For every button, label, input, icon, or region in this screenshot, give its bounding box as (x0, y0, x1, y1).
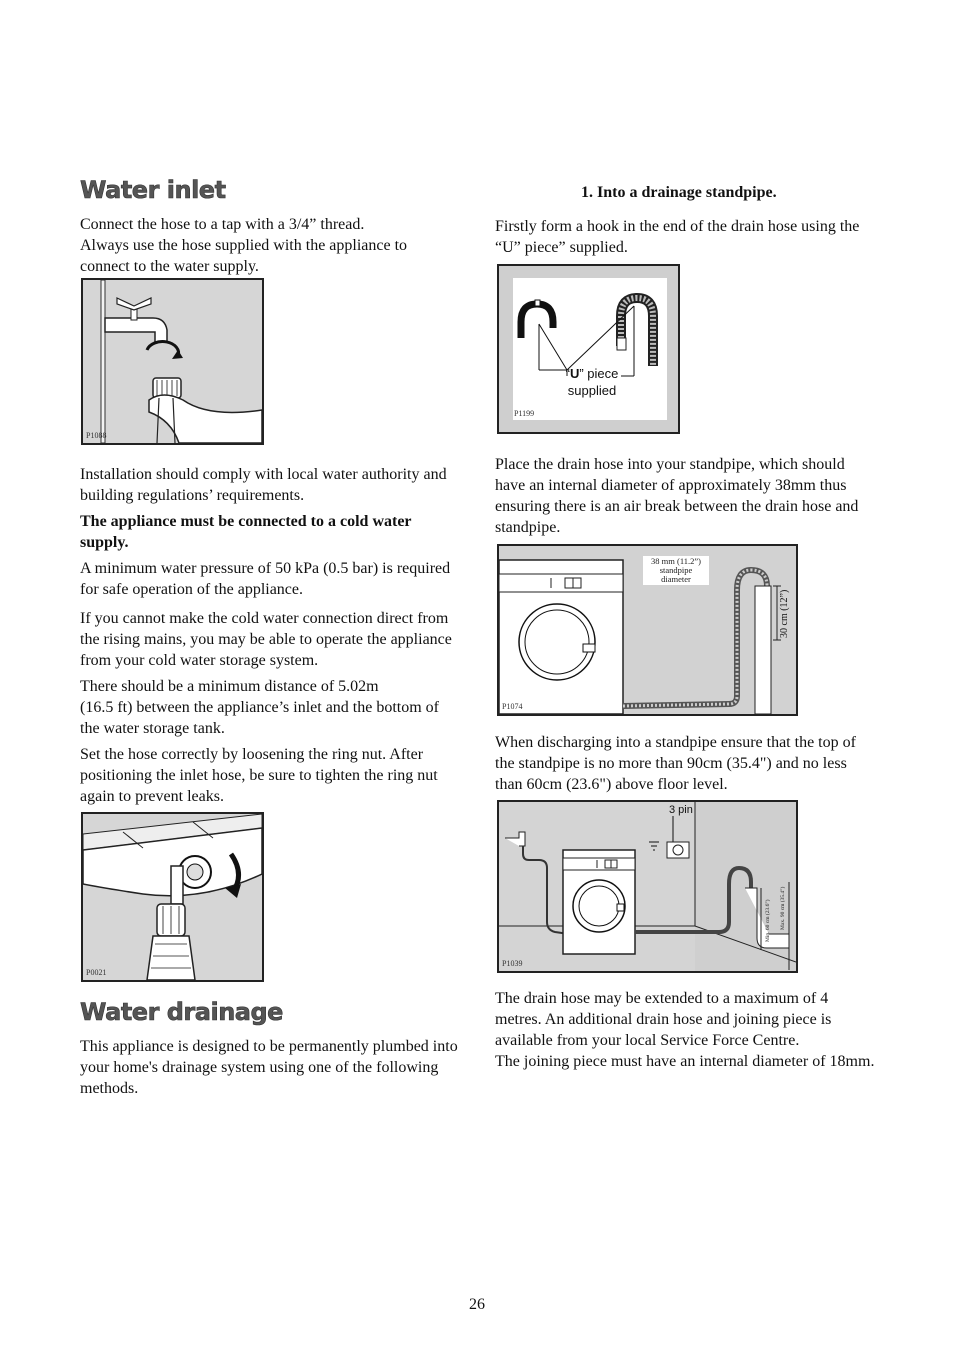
u-piece-illustration (499, 266, 678, 432)
figure-code: P1199 (514, 409, 535, 418)
diameter-line-2: standpipe (659, 565, 693, 575)
ring-nut-figure (81, 812, 264, 982)
page-number: 26 (469, 1296, 485, 1313)
ring-nut-text: Set the hose correctly by loosening the ring nut. After positioning the inlet hose, be sure to tighten the ring nut again to prevent leaks. (80, 746, 438, 805)
cold-water-warning: The appliance must be connected to a cold water supply. (80, 513, 412, 551)
standpipe-height-label: 30 cm (12”) (779, 589, 790, 638)
hose-extension-text: The drain hose may be extended to a maximum of 4 metres. An additional drain hose and joining piece is available from your local Service Force Centre. The joining piece must have an internal diameter of 18mm. (495, 990, 875, 1070)
standpipe-height-text: When discharging into a standpipe ensure that the top of the standpipe is no more than 90cm (35.4") and no less than 60cm (23.6") above floor level. (495, 734, 856, 793)
u-label-letter: U (569, 366, 580, 381)
diameter-line-1: 38 mm (11.2”) (651, 556, 701, 566)
tap-connection-figure (81, 278, 264, 445)
min-height-label: Min. 60 cm (23.6") (765, 899, 771, 942)
diameter-line-3: diameter (661, 574, 691, 584)
u-label-rest: ” piece (579, 366, 619, 381)
installation-regulations-text: Installation should comply with local water authority and building regulations’ requirements. (80, 466, 447, 504)
rising-mains-text: If you cannot make the cold water connection direct from the rising mains, you may be able to operate the appliance from your cold water storage system. (80, 610, 452, 669)
three-pin-label: 3 pin (669, 804, 693, 816)
inlet-intro-text: Connect the hose to a tap with a 3/4” thread. Always use the hose supplied with the appliance to connect to the water supply. (80, 216, 408, 275)
u-piece-label (557, 365, 627, 399)
tap-hose-illustration (83, 280, 262, 443)
u-label-supplied: supplied (567, 383, 617, 398)
figure-code: P1088 (86, 431, 107, 440)
figure-code: P1074 (502, 702, 523, 711)
water-drainage-heading: Water drainage (80, 998, 283, 1026)
standpipe-figure (497, 544, 798, 716)
u-piece-hook-text: Firstly form a hook in the end of the drain hose using the “U” piece” supplied. (495, 218, 860, 256)
water-inlet-heading: Water inlet (80, 176, 226, 204)
installation-illustration (499, 802, 796, 971)
u-label-prefix: “ (565, 366, 570, 381)
figure-code: P0021 (86, 968, 107, 977)
ring-nut-illustration (83, 814, 262, 980)
max-height-label: Max. 90 cm (35.4") (780, 886, 786, 930)
water-pressure-text: A minimum water pressure of 50 kPa (0.5 bar) is required for safe operation of the appliance. (80, 560, 451, 598)
standpipe-placement-text: Place the drain hose into your standpipe, which should have an internal diameter of approximately 38mm thus ensuring there is an air break between the drain hose and standpipe. (495, 456, 859, 536)
standpipe-diameter-label (643, 556, 709, 585)
u-piece-figure (497, 264, 680, 434)
drainage-intro-text: This appliance is designed to be permanently plumbed into your home's drainage system using one of the following methods. (80, 1038, 458, 1097)
tank-distance-text: There should be a minimum distance of 5.02m (16.5 ft) between the appliance’s inlet and the bottom of the water storage tank. (80, 678, 439, 737)
figure-code: P1039 (502, 959, 523, 968)
installation-figure (497, 800, 798, 973)
standpipe-method-heading: 1. Into a drainage standpipe. (581, 184, 777, 201)
